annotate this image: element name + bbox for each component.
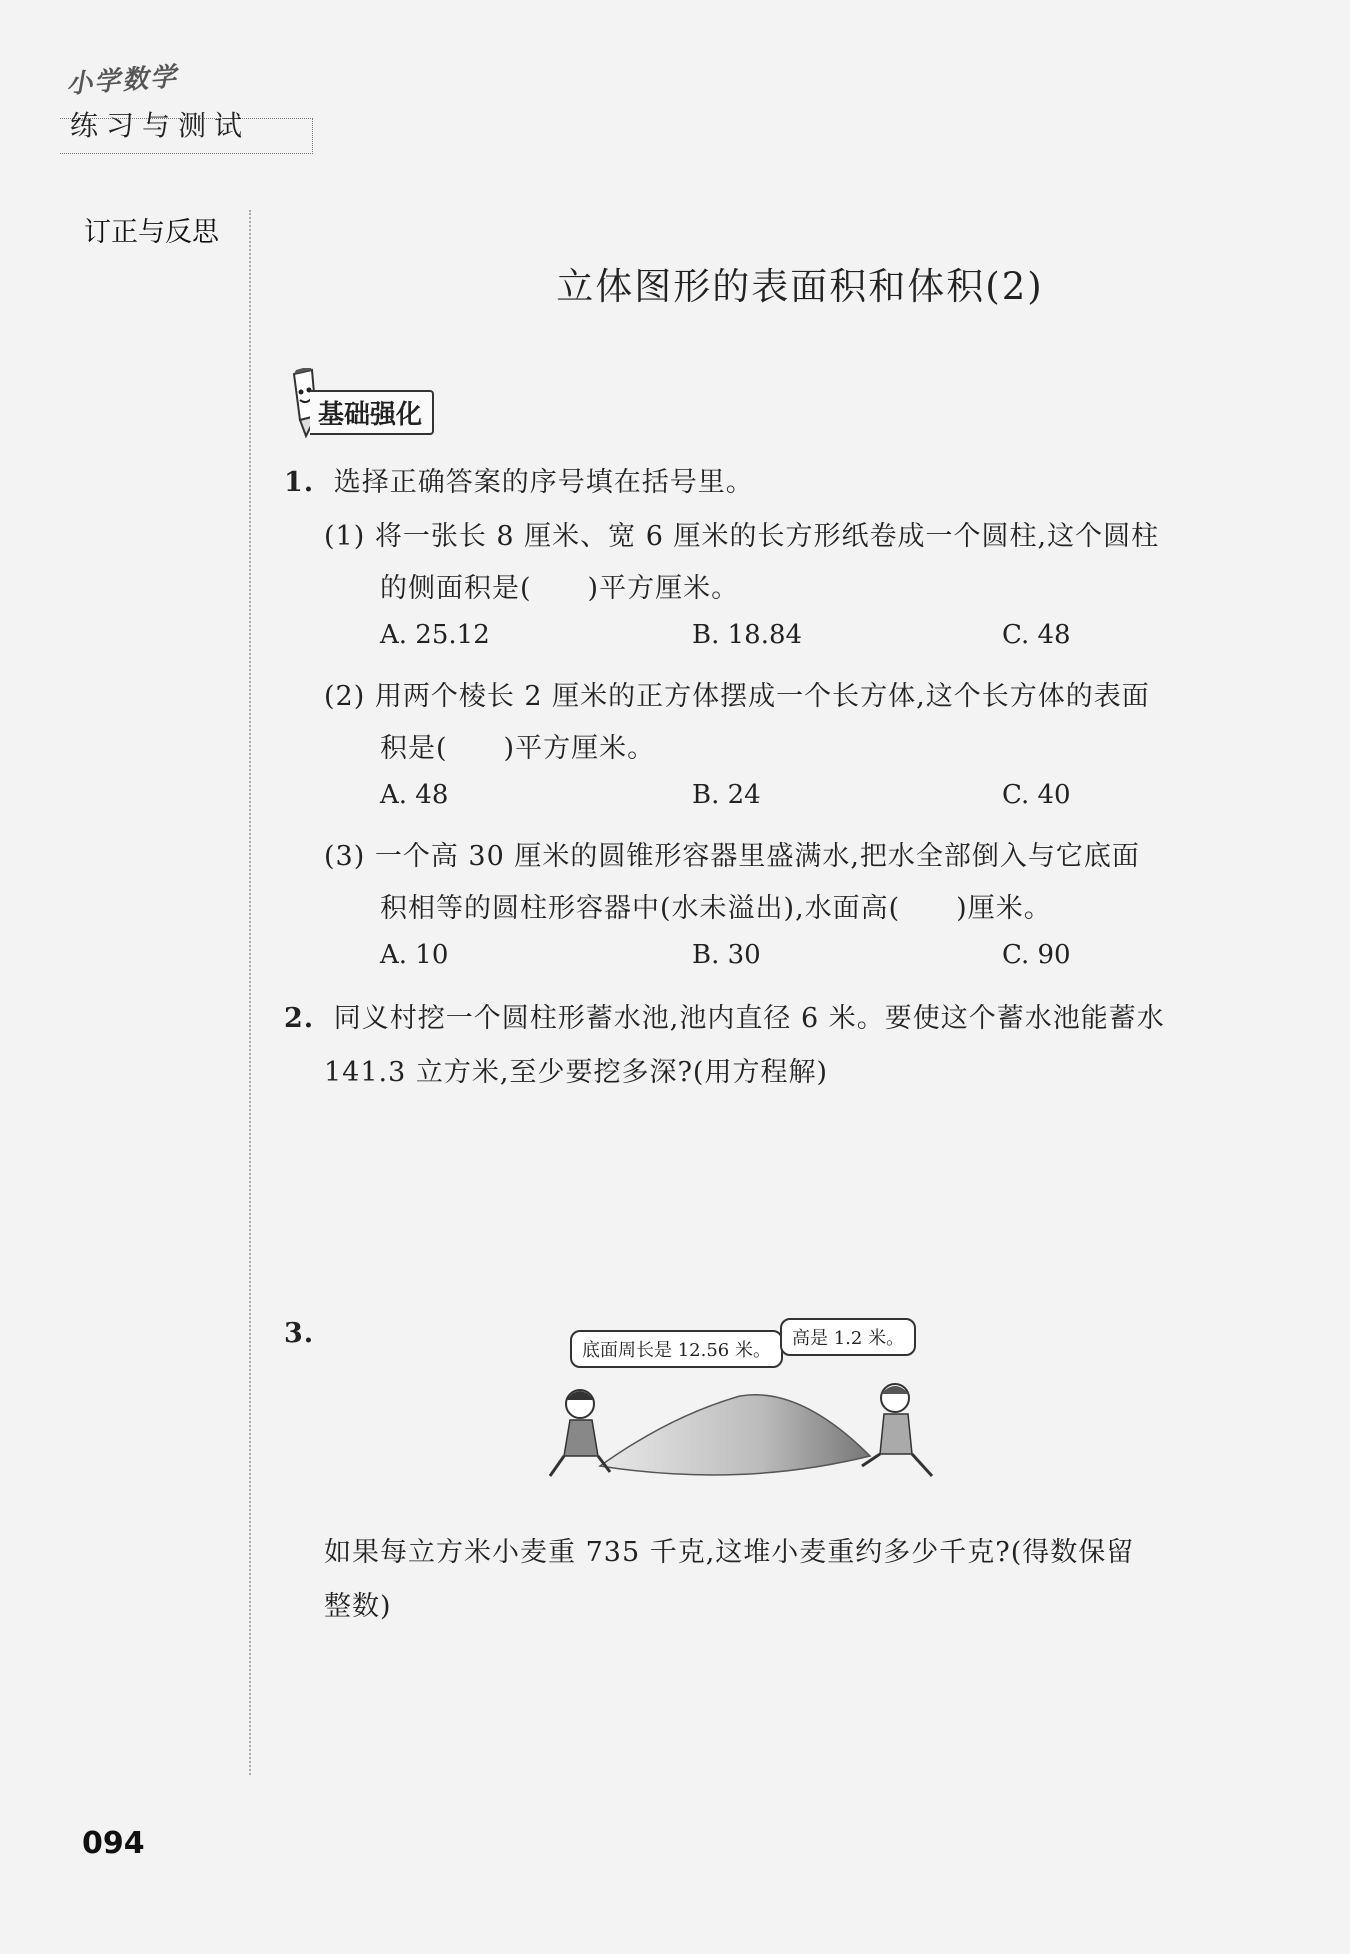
subquestion-3-line2: 积相等的圆柱形容器中(水未溢出),水面高( )厘米。 [380,893,1052,924]
option-c: C. 90 [1002,940,1071,970]
subquestion-2-line1: (2) 用两个棱长 2 厘米的正方体摆成一个长方体,这个长方体的表面 [324,681,1150,712]
question-2 [284,996,1165,1035]
wheat-pile-illustration [540,1316,960,1496]
margin-divider [249,210,251,1775]
book-title: 练习与测试 [70,109,251,142]
subquestion-2-line2: 积是( )平方厘米。 [380,733,656,764]
question-number: 3. [284,1318,315,1349]
question-number: 2. [284,1003,315,1034]
page-number: 094 [82,1826,145,1861]
question-number: 1. [284,467,315,498]
question-2-line1: 同义村挖一个圆柱形蓄水池,池内直径 6 米。要使这个蓄水池能蓄水 [333,1003,1165,1034]
option-a: A. 25.12 [380,620,490,650]
subquestion-3-line1: (3) 一个高 30 厘米的圆锥形容器里盛满水,把水全部倒入与它底面 [324,841,1140,872]
option-b: B. 24 [692,780,761,810]
margin-label: 订正与反思 [84,217,219,248]
option-c: C. 48 [1002,620,1071,650]
page-title: 立体图形的表面积和体积(2) [556,265,1044,308]
question-3-number [284,1318,314,1349]
option-c: C. 40 [1002,780,1071,810]
question-1 [284,460,754,499]
subquestion-1-line2: 的侧面积是( )平方厘米。 [380,573,740,604]
subquestion-1-line1: (1) 将一张长 8 厘米、宽 6 厘米的长方形纸卷成一个圆柱,这个圆柱 [324,521,1160,552]
option-a: A. 48 [380,780,449,810]
question-3-line1: 如果每立方米小麦重 735 千克,这堆小麦重约多少千克?(得数保留 [324,1537,1135,1568]
question-prompt: 选择正确答案的序号填在括号里。 [333,467,754,498]
question-3-line2: 整数) [324,1591,392,1622]
option-b: B. 18.84 [692,620,803,650]
question-2-line2: 141.3 立方米,至少要挖多深?(用方程解) [324,1057,829,1088]
section-label: 基础强化 [310,390,434,435]
speech-bubble-right: 高是 1.2 米。 [780,1318,916,1356]
option-a: A. 10 [380,940,449,970]
series-brand: 小学数学 [65,62,180,100]
speech-bubble-left: 底面周长是 12.56 米。 [570,1330,783,1368]
option-b: B. 30 [692,940,761,970]
